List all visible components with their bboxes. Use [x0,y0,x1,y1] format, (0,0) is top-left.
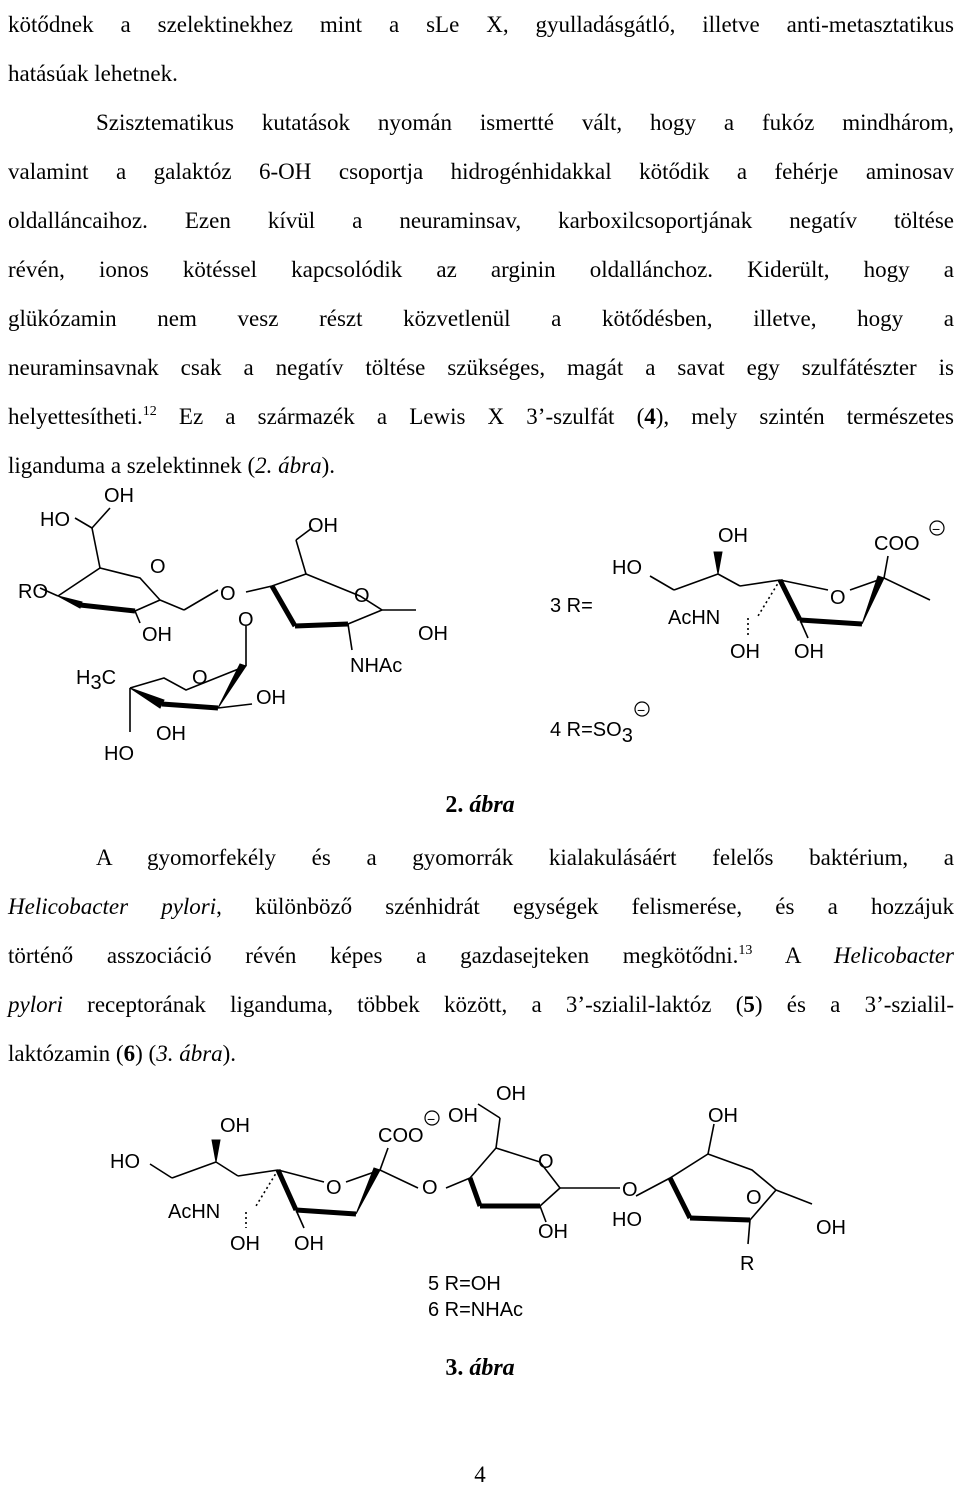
glycosidic-bond [184,590,218,610]
ring-front-bond [295,624,348,626]
substituent-bond [884,578,930,600]
text-run: A [752,943,834,968]
atom-label: OH [816,1217,846,1239]
caption-number: 2. [445,792,464,818]
r-text: R=NHAc [439,1299,524,1321]
hashed-bond [758,580,780,616]
text-line [8,1029,954,1078]
ring-front-bond [690,1218,750,1220]
atom-label: O [326,1177,342,1199]
atom-label: HO [104,743,134,765]
ring-bond [740,580,780,586]
atom-label: HO [40,509,70,531]
atom-label: NHAc [350,655,403,677]
substituent-bond [776,1190,812,1204]
substituent-bond [674,574,718,590]
caption-number: 3. [445,1355,464,1381]
substituent-bond [218,704,252,708]
ring-front-bond [80,605,135,611]
hashed-bond [256,1170,278,1206]
compound-number: 4 [644,404,656,429]
species-name: Helicobacter [833,943,954,968]
paragraph-1 [8,0,954,490]
substituent-bond [650,576,674,590]
charge-sign: − [637,702,646,718]
compound-number: 5 [743,992,755,1017]
ring-front-bond [780,580,800,620]
atom-label: O [238,609,254,631]
wedge-bond [862,576,884,624]
r-definition [428,1273,501,1295]
substituent-bond [348,624,352,650]
text-run: receptorának liganduma, többek között, a 3’-szialil-laktóz ( [62,992,744,1017]
ring-front-bond [670,1178,690,1218]
atom-label: HO [612,1209,642,1231]
atom-label: OH [220,1115,250,1137]
text-line: kötődnek a szelektinekhez mint a sLe X, gyulladásgátló, illetve anti-metasztatikus [8,12,954,37]
compound-number: 6 [123,1041,136,1066]
atom-label: COO [874,533,920,555]
figure-2-caption [0,792,960,819]
text-run: Ez a származék a Lewis X 3’-szulfát ( [156,404,645,429]
species-name: Helicobacter pylori [8,894,217,919]
compound-number: 6 [428,1299,440,1321]
substituent-bond [160,600,184,610]
atom-label-part: C [101,667,117,689]
substituent-bond [478,1104,500,1118]
compound-number: 4 [550,719,562,741]
figure-reference: 2. ábra [255,453,322,478]
substituent-bond [718,574,740,586]
ring-front-bond [278,1170,296,1210]
r-definition [550,595,593,617]
text-run: laktózamin ( [8,1041,124,1066]
atom-label: HO [110,1151,140,1173]
atom-label-part: 3 [90,672,102,694]
substituent-bond [135,611,140,623]
glycosidic-bond [380,1170,418,1188]
figure-2-structure [0,478,960,778]
atom-label [76,667,116,694]
text-run: ). [222,1041,237,1066]
substituent-bond [748,1220,750,1244]
text-line: hatásúak lehetnek. [8,61,178,86]
text-line [8,931,954,980]
atom-label: O [830,587,846,609]
substituent-bond [296,540,306,574]
atom-label: O [192,667,208,689]
r-text: R=OH [439,1273,501,1295]
atom-label: OH [448,1105,478,1127]
substituent-bond [150,1164,172,1178]
substituent-bond [92,508,110,528]
reference-superscript: 12 [142,404,157,419]
ring-bond [780,580,828,590]
text-run: liganduma a szelektinnek ( [8,453,256,478]
species-name: pylori [8,992,63,1017]
substituent-bond [380,1148,388,1170]
substituent-bond [75,518,92,528]
substituent-bond [216,1162,238,1176]
text-line [8,882,954,931]
text-line [8,392,954,441]
atom-label: OH [104,485,134,507]
atom-label: AcHN [668,607,721,629]
ring-front-bond [470,1178,480,1206]
substituent-bond [708,1124,714,1154]
substituent-bond [884,556,888,578]
atom-label: O [150,556,166,578]
r-text: R=SO [561,719,622,741]
ring-bond [238,1170,278,1176]
atom-label: OH [794,641,824,663]
figure-3-caption [0,1355,960,1382]
atom-label: OH [418,623,448,645]
wedge-bond [714,552,722,574]
atom-label: O [220,583,236,605]
ring-front-bond [296,1210,356,1214]
atom-label: OH [730,641,760,663]
figure-reference: 3. ábra [156,1041,223,1066]
wedge-bond [130,688,164,708]
text-run: , különböző szénhidrát egységek felismerése, és a hozzájuk [216,894,954,919]
compound-number: 5 [428,1273,440,1295]
atom-label: O [746,1187,762,1209]
atom-label: AcHN [168,1201,221,1223]
text-line: A gyomorfekély és a gyomorrák kialakulásáért felelős baktérium, a [96,845,954,870]
r-definition [550,719,633,747]
atom-label: OH [156,723,186,745]
text-run: ) és a 3’-szialil- [754,992,954,1017]
caption-word: ábra [469,792,515,818]
atom-label: OH [496,1083,526,1105]
atom-label: OH [294,1233,324,1255]
wedge-bond [212,1140,220,1162]
figure-3-structure [0,1078,960,1338]
text-line: glükózamin nem vesz részt közvetlenül a kötődésben, illetve, hogy a [8,306,954,331]
compound-number: 3 [550,595,562,617]
atom-label: O [538,1151,554,1173]
text-run: ), mely szintén természetes [655,404,954,429]
ring-front-bond [272,586,295,626]
wedge-bond [218,664,246,708]
charge-sign: − [427,1111,436,1127]
atom-label: OH [308,515,338,537]
atom-label: R [740,1253,755,1275]
substituent-bond [92,528,100,568]
text-line: oldalláncaihoz. Ezen kívül a neuraminsav, karboxilcsoportjának negatív töltése [8,208,954,233]
atom-label: OH [718,525,748,547]
text-line [8,980,954,1029]
text-run: helyettesítheti. [8,404,143,429]
reference-superscript: 13 [738,943,753,958]
ring-bond [58,568,160,600]
ring-front-bond [800,620,862,624]
text-line: neuraminsavnak csak a negatív töltése szükséges, magát a savat egy szulfátészter is [8,355,954,380]
page-number: 4 [474,1462,486,1487]
text-line: valamint a galaktóz 6-OH csoportja hidrogénhidakkal kötődik a fehérje aminosav [8,159,954,184]
atom-label: OH [538,1221,568,1243]
charge-sign: − [932,521,941,537]
atom-label-part: H [76,667,91,689]
atom-label: O [354,585,370,607]
atom-label: COO [378,1125,424,1147]
ring-bond [135,600,160,611]
ring-front-bond [162,704,218,708]
atom-label: OH [256,687,286,709]
atom-label: RO [18,581,48,603]
text-line: Szisztematikus kutatások nyomán ismertté vált, hogy a fukóz mindhárom, [96,110,954,135]
r-definition [428,1299,523,1321]
atom-label: HO [612,557,642,579]
text-line: révén, ionos kötéssel kapcsolódik az arginin oldallánchoz. Kiderült, hogy a [8,257,954,282]
atom-label: OH [142,624,172,646]
paragraph-2 [8,833,954,1078]
atom-label: OH [230,1233,260,1255]
atom-label: O [422,1177,438,1199]
text-run: történő asszociáció révén képes a gazdasejteken megkötődni. [8,943,739,968]
caption-word: ábra [469,1355,515,1381]
text-run: ). [321,453,336,478]
r-text: R= [561,595,593,617]
atom-label: O [622,1179,638,1201]
ring-bond [540,1188,560,1206]
ring-bond [348,610,382,624]
atom-label: OH [708,1105,738,1127]
substituent-bond [172,1162,216,1178]
substituent-bond [540,1206,546,1222]
wedge-bond [58,596,82,608]
substituent-bond [496,1118,500,1148]
r-text-sub: 3 [621,725,633,747]
text-run: ) ( [135,1041,157,1066]
